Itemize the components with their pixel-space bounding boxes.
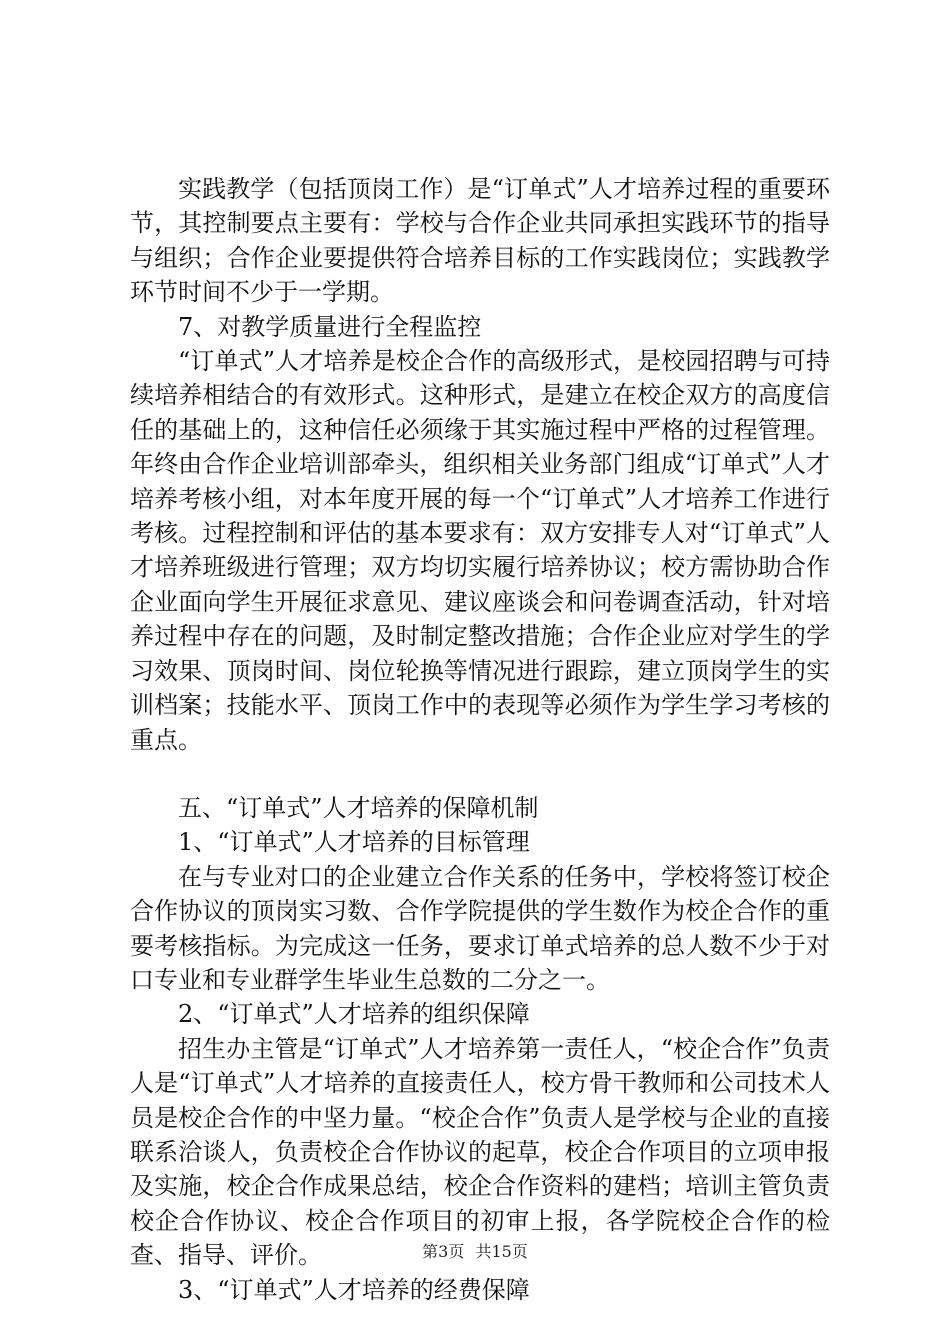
paragraph-gap [130, 757, 830, 791]
page-total: 共15页 [475, 1242, 528, 1261]
paragraph-practice-teaching: 实践教学（包括顶岗工作）是“订单式”人才培养过程的重要环节，其控制要点主要有：学校与合作企业共同承担实践环节的指导与组织；合作企业要提供符合培养目标的工作实践岗位；实践教学环节时间不少于一学期。 [130, 175, 830, 307]
paragraph-target-management: 在与专业对口的企业建立合作关系的任务中，学校将签订校企合作协议的顶岗实习数、合作学院提供的学生数作为校企合作的重要考核指标。为完成这一任务，要求订单式培养的总人数不少于对口专业和专业群学生毕业生总数的二分之一。 [130, 862, 830, 994]
subheading-target-management: 1、“订单式”人才培养的目标管理 [178, 828, 530, 857]
subheading-funding: 3、“订单式”人才培养的经费保障 [178, 1275, 530, 1304]
document-body [130, 172, 830, 1307]
paragraph-organization: 招生办主管是“订单式”人才培养第一责任人，“校企合作”负责人是“订单式”人才培养的直接责任人，校方骨干教师和公司技术人员是校企合作的中坚力量。“校企合作”负责人是学校与企业的直接联系洽谈人，负责校企合作协议的起草，校企合作项目的立项申报及实施，校企合作成果总结，校企合作资料的建档；培训主管负责校企合作协议、校企合作项目的初审上报，各学院校企合作的检查、指导、评价。 [130, 1034, 830, 1270]
section-heading-guarantee: 五、“订单式”人才培养的保障机制 [178, 793, 539, 822]
page-footer [0, 1242, 950, 1262]
paragraph-quality-monitoring: “订单式”人才培养是校企合作的高级形式，是校园招聘与可持续培养相结合的有效形式。这种形式，是建立在校企双方的高度信任的基础上的，这种信任必须缘于其实施过程中严格的过程管理。年终由合作企业培训部牵头，组织相关业务部门组成“订单式”人才培养考核小组，对本年度开展的每一个“订单式”人才培养工作进行考核。过程控制和评估的基本要求有：双方安排专人对“订单式”人才培养班级进行管理；双方均切实履行培养协议；校方需协助合作企业面向学生开展征求意见、建议座谈会和问卷调查活动，针对培养过程中存在的问题，及时制定整改措施；合作企业应对学生的学习效果、顶岗时间、岗位轮换等情况进行跟踪，建立顶岗学生的实训档案；技能水平、顶岗工作中的表现等必须作为学生学习考核的重点。 [130, 347, 830, 754]
subheading-quality-monitoring: 7、对教学质量进行全程监控 [178, 312, 482, 341]
page-number: 第3页 [422, 1242, 465, 1261]
subheading-organization: 2、“订单式”人才培养的组织保障 [178, 1000, 530, 1029]
